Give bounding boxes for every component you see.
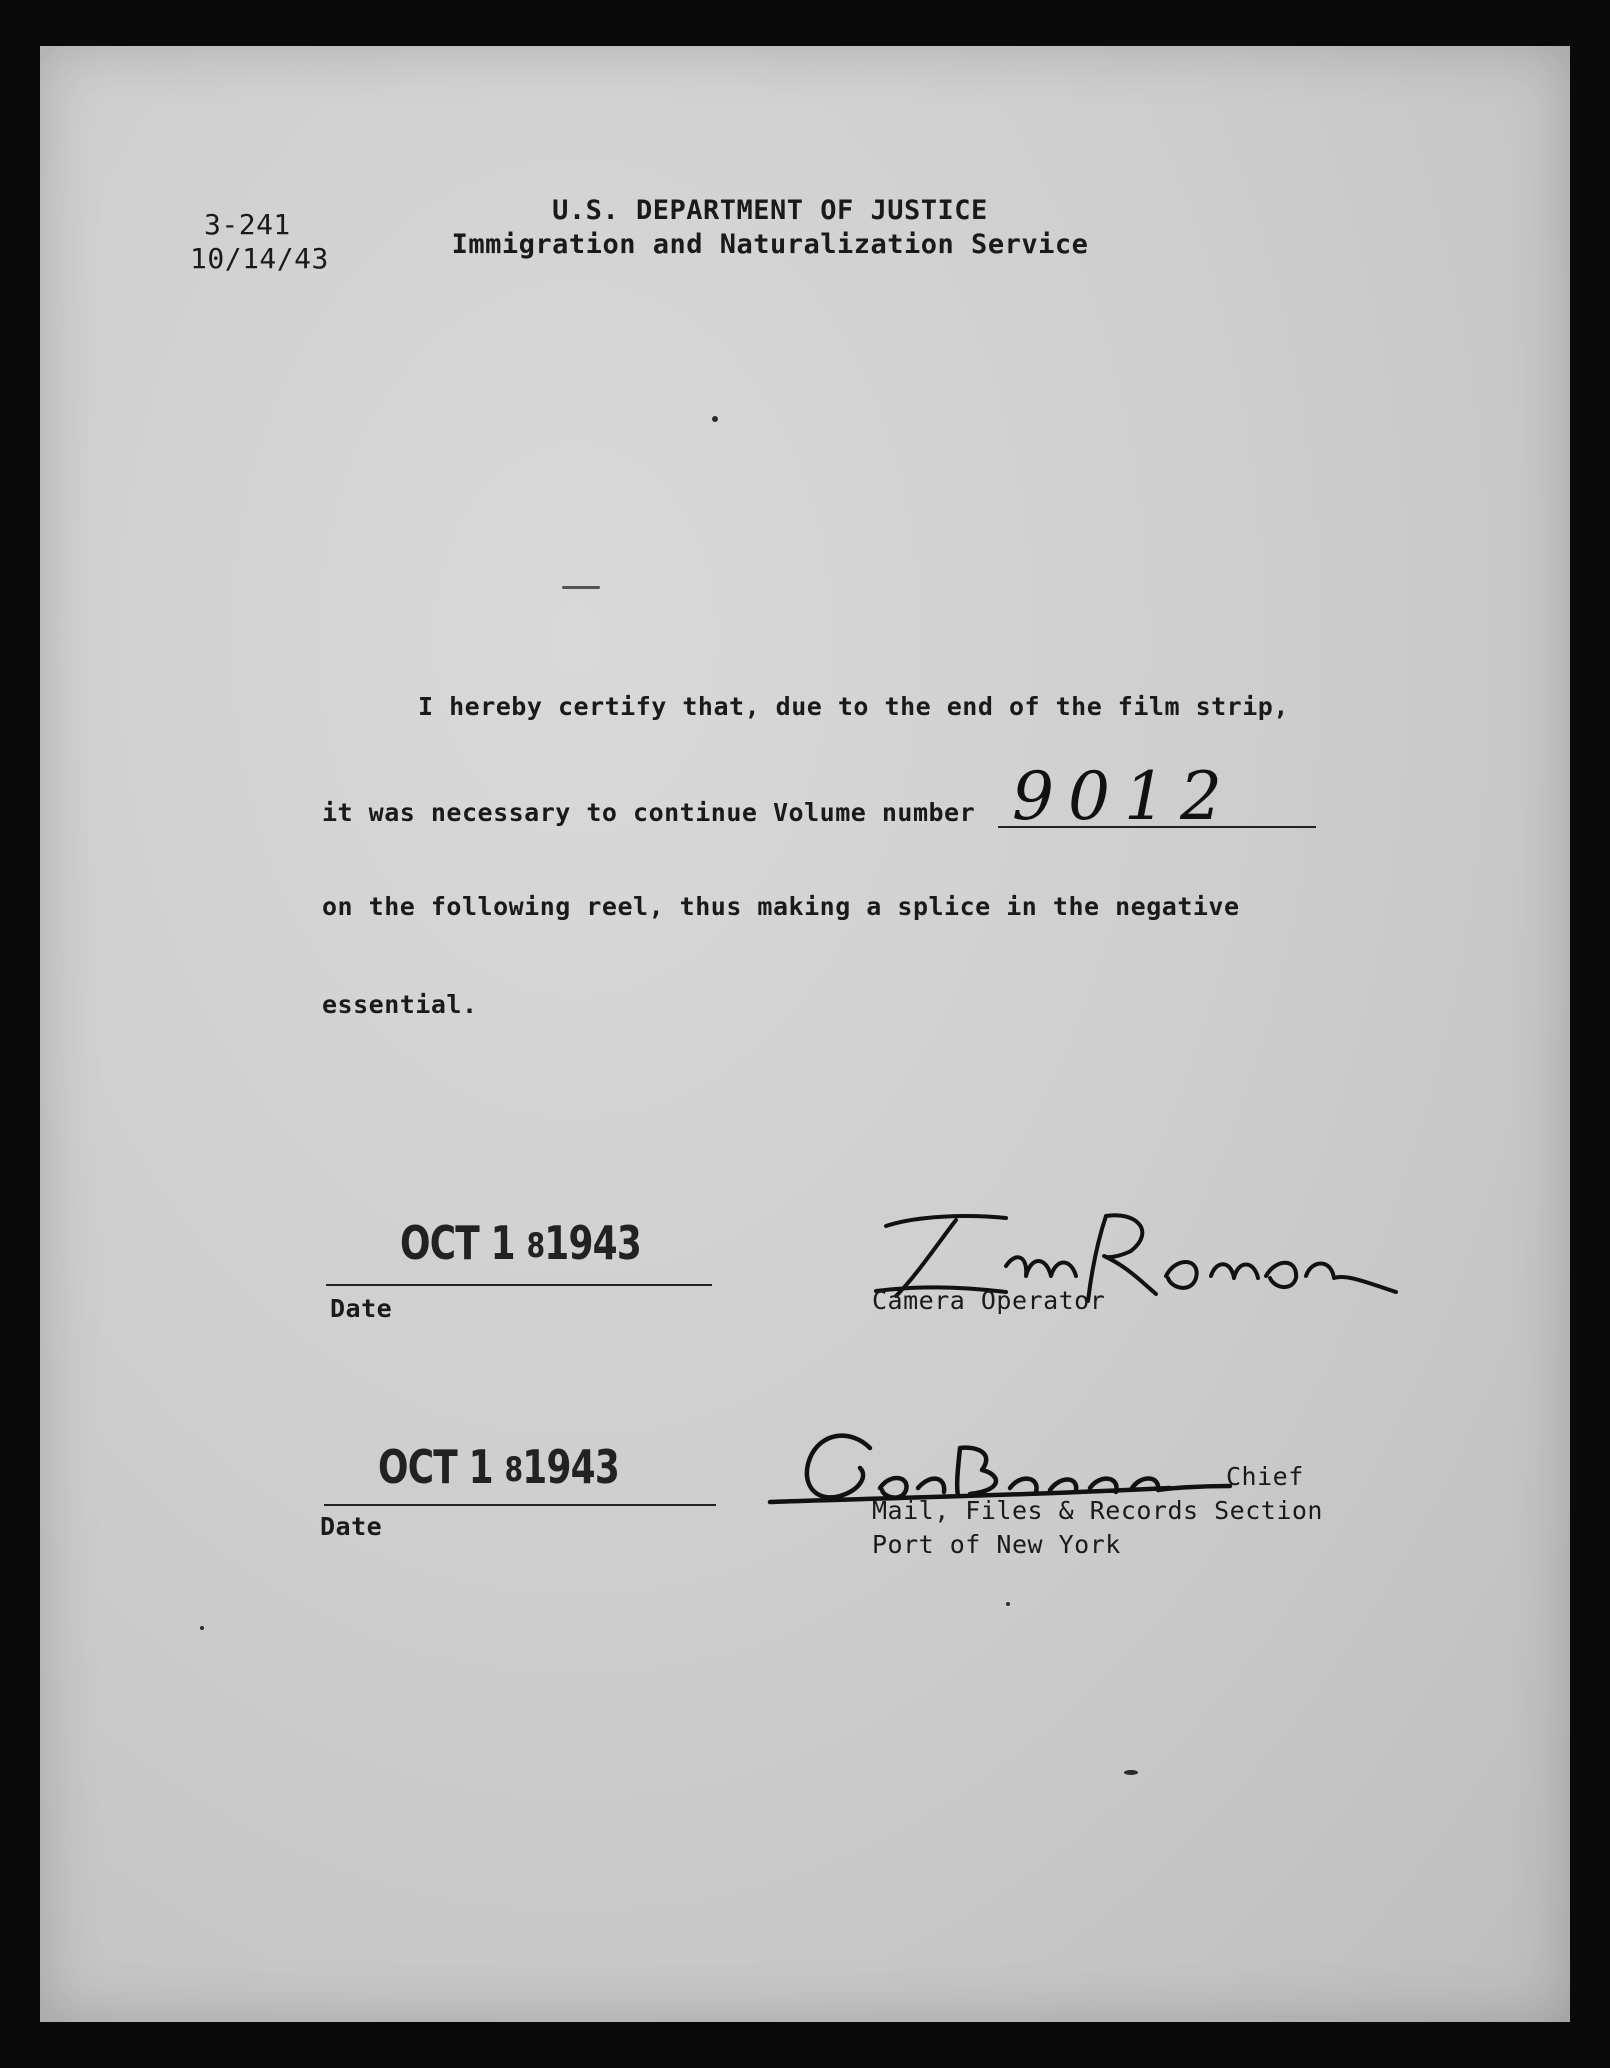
camera-operator-label: Camera Operator <box>872 1286 1106 1315</box>
date-stamp-2 <box>378 1440 619 1494</box>
port-label: Port of New York <box>872 1530 1121 1559</box>
date-rule-2 <box>324 1504 716 1506</box>
header-service: Immigration and Naturalization Service <box>451 229 1089 260</box>
scan-mark <box>562 586 600 589</box>
date-rule-1 <box>326 1284 712 1286</box>
stamp-month: OCT <box>400 1216 479 1270</box>
stamp-year: 1943 <box>544 1216 642 1270</box>
scan-speck <box>1124 1770 1138 1775</box>
form-number: 3-241 <box>204 208 291 241</box>
scan-speck <box>200 1626 204 1630</box>
certificate-line-2-text: it was necessary to continue Volume number <box>322 798 976 827</box>
form-code <box>190 208 329 276</box>
document-page <box>40 46 1570 2022</box>
stamp-day-second: 8 <box>526 1226 545 1266</box>
date-label-2: Date <box>320 1512 383 1541</box>
document-header <box>370 194 1170 262</box>
stamp-day-second: 8 <box>504 1450 523 1490</box>
volume-number-handwritten: 9012 <box>1012 758 1236 835</box>
certificate-line-2 <box>322 798 975 827</box>
scan-speck <box>1006 1602 1010 1606</box>
scan-speck <box>712 416 718 422</box>
stamp-year: 1943 <box>522 1440 620 1494</box>
certificate-line-3: on the following reel, thus making a splice in the negative <box>322 892 1240 921</box>
date-label-1: Date <box>330 1294 393 1323</box>
header-department: U.S. DEPARTMENT OF JUSTICE <box>552 195 988 226</box>
section-label: Mail, Files & Records Section <box>872 1496 1323 1525</box>
chief-label: Chief <box>1226 1462 1304 1491</box>
form-date: 10/14/43 <box>190 242 329 275</box>
stamp-day-first: 1 <box>490 1216 515 1270</box>
stamp-day-first: 1 <box>468 1440 493 1494</box>
stamp-month: OCT <box>378 1440 457 1494</box>
certificate-line-4: essential. <box>322 990 478 1019</box>
date-stamp-1 <box>400 1216 641 1270</box>
certificate-line-1: I hereby certify that, due to the end of the film strip, <box>418 692 1289 721</box>
